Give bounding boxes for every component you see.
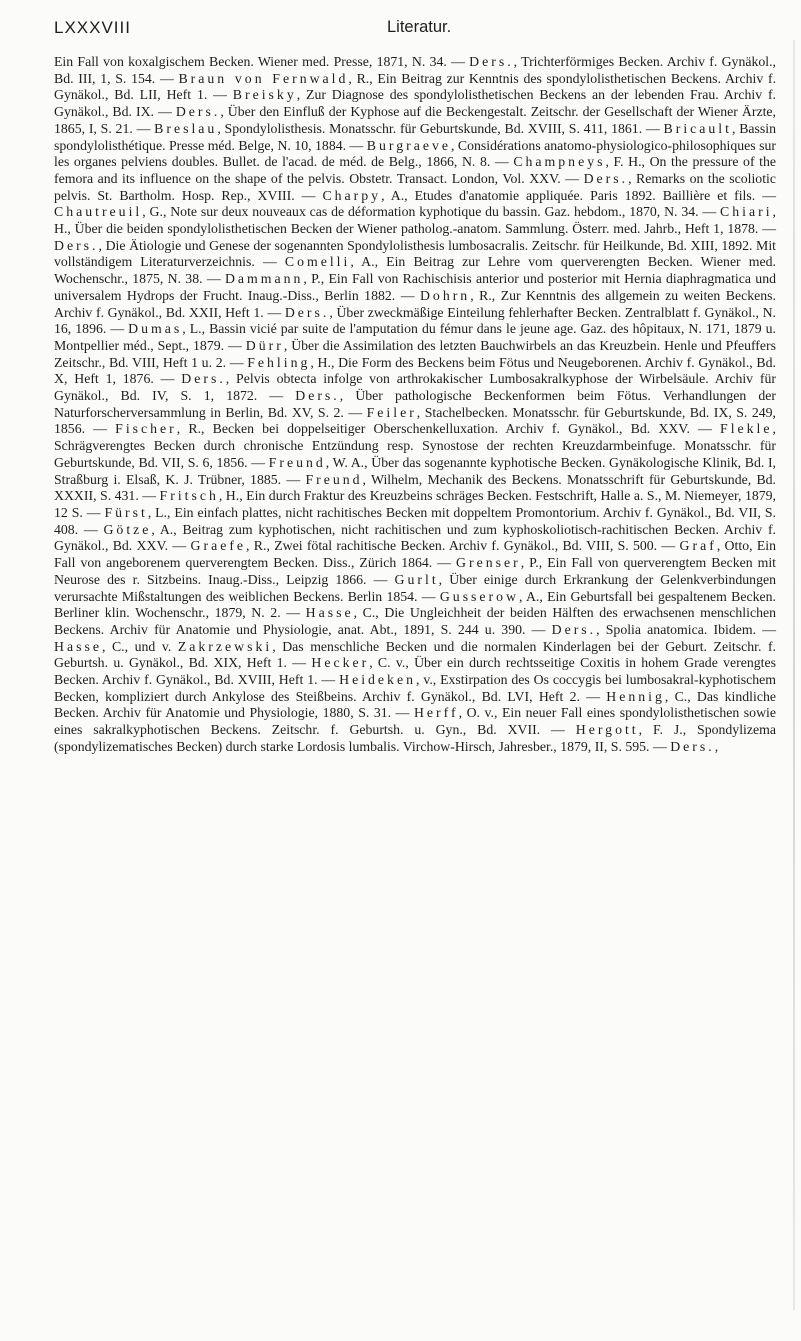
- author-name: Braun von Fernwald: [178, 70, 349, 86]
- author-name: Herff: [413, 705, 459, 721]
- citation-text: , H., Ein durch Fraktur des Kreuzbeins schräges Becken. Festschrift, Halle a. S., M. Niemeyer, 1879, 12 S. —: [54, 488, 776, 520]
- citation-text: , H., Die Form des Beckens beim Fötus und Neugeborenen. Archiv f. Gynäkol., Bd. X, Heft 1, 1876. —: [54, 354, 776, 387]
- citation-text: , R., Zur Kenntnis des allgemein zu weiten Beckens. Archiv f. Gynäkol., Bd. XXII, Heft 1. —: [54, 287, 776, 320]
- citation-text: , Die Ätiologie und Genese der sogenannten Spondylolisthesis lumbosacralis. Zeitschr. für Heilkunde, Bd. XIII, 1892. Mit vollständigem Literaturverzeichnis. —: [54, 237, 776, 270]
- author-name: Champneys: [513, 154, 606, 170]
- citation-text: , G., Note sur deux nouveaux cas de déformation kyphotique du bassin. Gaz. hebdom., 1870, N. 34. —: [142, 204, 721, 220]
- author-name: Breslau: [154, 120, 218, 136]
- citation-text: , L., Bassin vicié par suite de l'amputation du fémur dans le jeune age. Gaz. des hôpitaux, N. 171, 1879 u. Montpellier méd., Sept., 1879. —: [54, 321, 776, 353]
- citation-text: , Considérations anatomo-physiologico-philosophiques sur les organes pelviens doubles. Bullet. de l'acad. de méd. de Belg., 1866, N. 8. —: [54, 137, 776, 170]
- citation-text: , A., Ein Geburtsfall bei gespaltenem Becken. Berliner klin. Wochenschr., 1879, N. 2. —: [54, 588, 776, 621]
- author-name: Ders.: [583, 170, 629, 186]
- citation-text: , Zur Diagnose des spondylolisthetischen Beckens an der lebenden Frau. Archiv f. Gynäkol., Bd. IX. —: [54, 87, 777, 120]
- scan-edge-shadow: [793, 40, 795, 1310]
- author-name: Hecker: [311, 655, 370, 671]
- citation-text: , Remarks on the scoliotic pelvis. St. Bartholm. Hosp. Rep., XVIII. —: [54, 170, 776, 203]
- citation-text: , Über pathologische Beckenformen beim Fötus. Verhandlungen der Naturforscherversammlung in Berlin, Bd. XV, S. 2. —: [54, 388, 776, 420]
- author-name: Chiari: [720, 204, 773, 220]
- author-name: Flekle: [720, 421, 773, 437]
- author-name: Gusserow: [439, 588, 520, 604]
- citation-text: , Otto, Ein Fall von angeborenem querverengtem Becken. Diss., Zürich 1864. —: [54, 538, 776, 571]
- author-name: Ders.: [469, 54, 514, 69]
- citation-text: ,: [714, 738, 719, 754]
- author-name: Dohrn: [419, 287, 471, 303]
- page-number: LXXXVIII: [54, 18, 131, 37]
- citation-text: , Über den Einfluß der Kyphose auf die Beckengestalt. Zeitschr. der Gesellschaft der Wiener Ärzte, 1865, I, S. 21. —: [54, 104, 776, 136]
- author-name: Bricault: [663, 120, 732, 136]
- author-name: Feiler: [366, 404, 417, 420]
- citation-text: , Trichterförmiges Becken. Archiv f. Gynäkol., Bd. III, 1, S. 154. —: [54, 54, 776, 86]
- citation-text: , P., Ein Fall von querverengtem Becken mit Neurose des r. Sitzbeins. Inaug.-Diss., Leipzig 1866. —: [54, 555, 777, 587]
- citation-text: Ein Fall von koxalgischem Becken. Wiener med. Presse, 1871, N. 34. —: [54, 54, 470, 69]
- citation-text: , Bassin spondylolisthétique. Presse méd. Belge, N. 10, 1884. —: [54, 120, 776, 153]
- author-name: Ders.: [54, 237, 99, 253]
- author-name: Zakrzewski: [177, 638, 273, 654]
- citation-text: , A., Ein Beitrag zur Lehre vom querverengten Becken. Wiener med. Wochenschr., 1875, N. 38. —: [54, 254, 776, 287]
- citation-text: , C. v., Über ein durch rechtsseitige Coxitis in hohem Grade verengtes Becken. Archiv f. Gynäkol., Bd. XVIII, Heft 1. —: [54, 655, 776, 688]
- citation-text: , Pelvis obtecta infolge von arthrokakischer Lumbosakralkyphose der Wirbelsäule. Archiv für Gynäkol., Bd. IV, S. 1, 1872. —: [54, 371, 776, 404]
- citation-text: , Stachelbecken. Monatsschr. für Geburtskunde, Bd. IX, S. 249, 1856. —: [54, 404, 776, 437]
- citation-text: , P., Ein Fall von Rachischisis anterior und posterior mit Hernia diaphragmatica und universalem Hydrops der Frucht. Inaug.-Diss., Berlin 1882. —: [54, 271, 776, 303]
- citation-text: , Wilhelm, Mechanik des Beckens. Monatsschrift für Geburtskunde, Bd. XXXII, S. 431. —: [54, 471, 776, 504]
- author-name: Graefe: [190, 538, 247, 554]
- citation-text: , Das menschliche Becken und die normalen Kinderlagen bei der Geburt. Zeitschr. f. Geburtsh. u. Gynäkol., Bd. XIX, Heft 1. —: [54, 638, 776, 671]
- author-name: Chautreuil: [54, 204, 143, 220]
- author-name: Grenser: [456, 555, 521, 571]
- author-name: Fischer: [115, 421, 177, 437]
- page-header: [54, 14, 776, 44]
- author-name: Hasse: [54, 638, 102, 654]
- citation-text: , v., Exstirpation des Os coccygis bei lumbosakral-kyphotischem Becken, kompliziert durch Ankylose des Steißbeins. Archiv f. Gynäkol., Bd. LVI, Heft 2. —: [54, 672, 776, 704]
- citation-text: , R., Becken bei doppelseitiger Oberschenkelluxation. Archiv f. Gynäkol., Bd. XXV. —: [176, 421, 721, 437]
- citation-text: , Schrägverengtes Becken durch chronische Entzündung resp. Synostose der rechten Kreuzdarmbeinfuge. Monatsschr. für Geburtskunde, Bd. VII, S. 6, 1856. —: [54, 421, 776, 470]
- bibliography-paragraph: [54, 54, 776, 756]
- author-name: Hergott: [575, 722, 639, 738]
- author-name: Burgraeve: [366, 137, 451, 153]
- citation-text: , R., Ein Beitrag zur Kenntnis des spondylolisthetischen Beckens. Archiv f. Gynäkol., Bd. LII, Heft 1. —: [54, 70, 777, 103]
- author-name: Dumas: [128, 321, 183, 337]
- citation-text: , C., Das kindliche Becken. Archiv für Anatomie und Physiologie, 1880, S. 31. —: [54, 688, 776, 721]
- author-name: Dammann: [224, 271, 304, 287]
- author-name: Freund: [268, 454, 326, 470]
- citation-text: , F. H., On the pressure of the femora and its influence on the shape of the pelvis. Obstetr. Transact. London, Vol. XXV. —: [54, 154, 777, 186]
- author-name: Ders.: [175, 104, 221, 120]
- author-name: Freund: [305, 471, 363, 487]
- author-name: Hasse: [305, 605, 354, 621]
- author-name: Götze: [103, 521, 152, 537]
- author-name: Fritsch: [159, 488, 219, 504]
- citation-text: , Über die Assimilation des letzten Bauchwirbels an das Kreuzbein. Henle und Pfeuffers Zeitschr., Bd. VIII, Heft 1 u. 2. —: [54, 337, 776, 370]
- citation-text: , A., Beitrag zum kyphotischen, nicht rachitischen und zum kyphoskoliotisch-rachitischen Becken. Archiv f. Gynäkol., Bd. XXV. —: [54, 521, 776, 554]
- citation-text: , W. A., Über das sogenannte kyphotische Becken. Gynäkologische Klinik, Bd. I, Straßburg i. Elsaß, K. J. Trübner, 1885. —: [54, 454, 776, 487]
- citation-text: , R., Zwei fötal rachitische Becken. Archiv f. Gynäkol., Bd. VIII, S. 500. —: [246, 538, 680, 554]
- author-name: Fürst: [104, 504, 148, 520]
- citation-text: , C., Die Ungleichheit der beiden Hälften des erwachsenen menschlichen Beckens. Archiv für Anatomie und Physiologie, anat. Abt., 1891, S. 244 u. 390. —: [54, 605, 776, 637]
- author-name: Comelli: [284, 254, 351, 270]
- citation-text: , A., Etudes d'anatomie appliquée. Paris 1892. Baillière et fils. —: [381, 187, 776, 203]
- citation-text: , Über einige durch Erkrankung der Gelenkverbindungen verursachte Mißstaltungen des weiblichen Beckens. Berlin 1854. —: [54, 571, 776, 604]
- citation-text: , Spolia anatomica. Ibidem. —: [596, 621, 776, 637]
- citation-text: , Über zweckmäßige Einteilung fehlerhafter Becken. Zentralblatt f. Gynäkol., N. 16, 1896. —: [54, 304, 777, 337]
- author-name: Ders.: [284, 304, 330, 320]
- citation-text: , C., und v.: [101, 638, 178, 654]
- citation-text: , F. J., Spondylizema (spondylizematisches Becken) durch starke Lordosis lumbalis. Virchow-Hirsch, Jahresber., 1879, II, S. 595. —: [54, 722, 776, 754]
- author-name: Graf: [679, 538, 717, 554]
- citation-text: , H., Über die beiden spondylolisthetischen Becken der Wiener patholog.-anatom. Sammlung. Österr. med. Jahrb., Heft 1, 1878. —: [54, 204, 776, 237]
- citation-text: , L., Ein einfach plattes, nicht rachitisches Becken mit doppeltem Promontorium. Archiv f. Gynäkol., Bd. VII, S. 408. —: [54, 504, 776, 537]
- author-name: Fehling: [247, 354, 311, 370]
- author-name: Ders.: [181, 371, 226, 387]
- author-name: Charpy: [322, 187, 382, 203]
- author-name: Gurlt: [394, 571, 439, 587]
- author-name: Hennig: [606, 688, 665, 704]
- author-name: Ders.: [295, 388, 340, 404]
- author-name: Ders.: [551, 621, 597, 637]
- author-name: Breisky: [232, 87, 297, 103]
- author-name: Heideken: [339, 672, 416, 688]
- running-title: Literatur.: [387, 18, 452, 36]
- citation-text: , O. v., Ein neuer Fall eines spondylolisthetischen sowie eines sakralkyphotischen Beckens. Zeitschr. f. Geburtsh. u. Gyn., Bd. XVII. —: [54, 705, 776, 738]
- author-name: Ders.: [670, 738, 715, 754]
- citation-text: , Spondylolisthesis. Monatsschr. für Geburtskunde, Bd. XVIII, S. 411, 1861. —: [217, 120, 664, 136]
- author-name: Dürr: [245, 337, 284, 353]
